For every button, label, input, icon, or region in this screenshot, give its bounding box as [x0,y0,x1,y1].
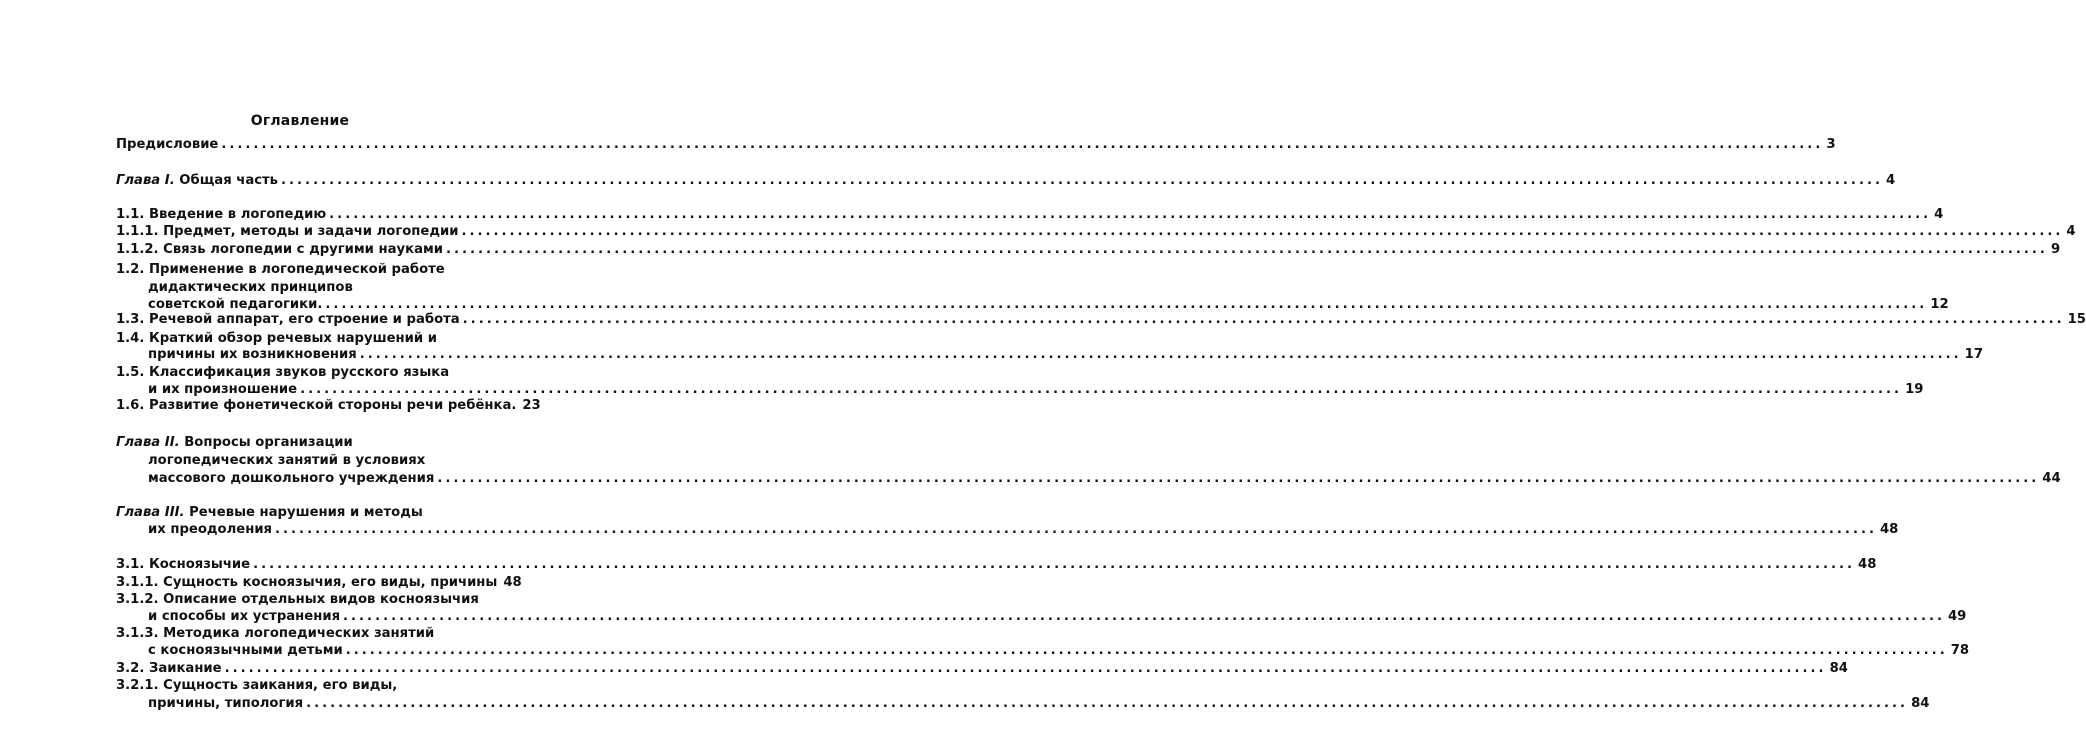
toc-entry-text: Вопросы организации [179,435,353,450]
toc-entry-text: массового дошкольного учреждения [148,471,435,486]
toc-entry-text: причины их возникновения [148,347,357,362]
page-number: 4 [2066,224,2076,239]
page-title: Оглавление [250,113,350,129]
toc-entry-text: причины, типология [148,696,304,711]
page-number: 44 [2042,471,2061,486]
page-number: 48 [1858,557,1877,572]
page-number: 12 [1930,297,1949,312]
toc-entry-text: логопедических занятий в условиях [148,453,426,468]
toc-entry-label [116,397,516,415]
toc-entry-text: 3.1.3. Методика логопедических занятий [116,626,435,641]
page-number: 17 [1964,347,1984,362]
toc-entry-label [116,625,434,643]
toc-entry-label [116,591,479,609]
dot-leader: ........................................................................................................................................................................................................ [343,609,1945,624]
toc-entry-label [116,504,423,522]
chapter-prefix: Глава I. [116,173,175,188]
toc-entry [116,504,485,522]
dot-leader: ........................................................................................................................................................................................................ [325,297,1928,312]
toc-entry-text: Речевые нарушения и методы [184,505,423,520]
page-number: 4 [1934,207,1944,222]
toc-entry [116,556,1877,574]
toc-entry [116,574,522,592]
page-number: 48 [1879,522,1899,537]
toc-entry-text: их преодоления [148,522,273,537]
toc-entry-text: 1.1.2. Связь логопедии с другими науками [116,242,443,257]
toc-entry-text: 1.3. Речевой аппарат, его строение и работа [116,312,460,327]
toc-entry-label [148,279,353,297]
toc-entry [116,261,485,279]
toc-entry [116,172,1896,190]
toc-entry-label [116,556,250,574]
toc-entry [116,434,485,452]
toc-entry-text: и их произношение [148,382,298,397]
page-number: 9 [2050,242,2061,257]
toc-entry-text: 3.1. Косноязычие [116,557,251,572]
dot-leader: ........................................................................................................................................................................................................ [446,242,2048,257]
toc-entry-label [148,642,343,660]
page-number: 78 [1950,643,1970,658]
dot-leader: ........................................................................................................................................................................................................ [329,207,1932,222]
dot-leader: ........................................................................................................................................................................................................ [306,696,1909,711]
toc-entry-text: советской педагогики. [148,297,323,312]
toc-entry [116,241,2061,259]
toc-entry-text: 3.1.1. Сущность косноязычия, его виды, причины [116,575,498,590]
dot-leader: ........................................................................................................................................................................................................ [221,137,1824,152]
toc-entry [116,677,485,695]
chapter-prefix: Глава III. [116,505,185,520]
toc-entry-text: Общая часть [174,173,279,188]
toc-entry [116,364,485,382]
toc-entry-text: 1.4. Краткий обзор речевых нарушений и [116,331,437,346]
toc-entry-label [148,695,303,713]
toc-entry-label [116,206,326,224]
toc-entry-label [116,136,218,154]
toc-entry [148,521,1899,539]
page-number: 3 [1826,137,1836,152]
toc-entry-text: 1.1.1. Предмет, методы и задачи логопедии [116,224,459,239]
dot-leader: ........................................................................................................................................................................................................ [345,643,1948,658]
toc-entry [116,660,1848,678]
toc-entry-text: 3.2. Заикание [116,661,222,676]
page-number: 19 [1905,382,1924,397]
chapter-prefix: Глава II. [116,435,180,450]
dot-leader: ........................................................................................................................................................................................................ [462,312,2065,327]
toc-entry-label [116,660,222,678]
toc-entry [148,608,1967,626]
toc-entry [116,591,485,609]
toc-entry [148,279,485,297]
dot-leader: ........................................................................................................................................................................................................ [281,173,1883,188]
toc-entry-text: 1.6. Развитие фонетической стороны речи ребёнка. [116,398,517,413]
toc-entry-text: 1.1. Введение в логопедию [116,207,327,222]
page-number: 84 [1911,696,1930,711]
dot-leader: ........................................................................................................................................................................................................ [461,224,2064,239]
toc-entry-label [116,677,397,695]
toc-entry [116,136,1836,154]
toc-entry-label [116,223,458,241]
page-number: 4 [1885,173,1896,188]
toc-entry-text: дидактических принципов [148,280,353,295]
toc-entry-label [116,311,460,329]
toc-entry-text: и способы их устранения [148,609,341,624]
toc-entry [116,397,541,415]
dot-leader: ........................................................................................................................................................................................................ [224,661,1827,676]
toc-entry-label [148,346,357,364]
toc-entry [148,695,1930,713]
toc-entry-label [116,574,497,592]
toc-entry-label [148,521,272,539]
toc-entry-text: 3.1.2. Описание отдельных видов косноязычия [116,592,479,607]
toc-entry [116,223,2076,241]
toc-entry-label [116,261,445,279]
toc-entry [116,625,485,643]
toc-entry [148,470,2061,488]
page-number: 48 [503,575,522,590]
toc-entry-text: 3.2.1. Сущность заикания, его виды, [116,678,398,693]
toc-entry-label [116,434,353,452]
page-number: 15 [2067,312,2086,327]
toc-entry-text: 1.5. Классификация звуков русского языка [116,365,450,380]
dot-leader: ........................................................................................................................................................................................................ [275,522,1877,537]
toc-entry-text: с косноязычными детьми [148,643,343,658]
toc-entry-text: 1.2. Применение в логопедической работе [116,262,445,277]
page-number: 23 [522,398,541,413]
dot-leader: ........................................................................................................................................................................................................ [253,557,1856,572]
dot-leader: ........................................................................................................................................................................................................ [359,347,1962,362]
dot-leader: ........................................................................................................................................................................................................ [437,471,2040,486]
toc-entry-label [148,608,340,626]
toc-entry-label [116,172,278,190]
toc-entry [148,452,485,470]
toc-entry-text: Предисловие [116,137,219,152]
page-number: 84 [1829,661,1848,676]
toc-entry [116,206,1944,224]
toc-entry [116,311,2086,329]
toc-entry [148,642,1970,660]
toc-entry-label [148,452,425,470]
toc-entry [148,346,1984,364]
dot-leader: ........................................................................................................................................................................................................ [300,382,1903,397]
toc-entry-label [116,364,449,382]
toc-entry-label [116,241,443,259]
page-number: 49 [1947,609,1967,624]
toc-entry-label [148,470,434,488]
